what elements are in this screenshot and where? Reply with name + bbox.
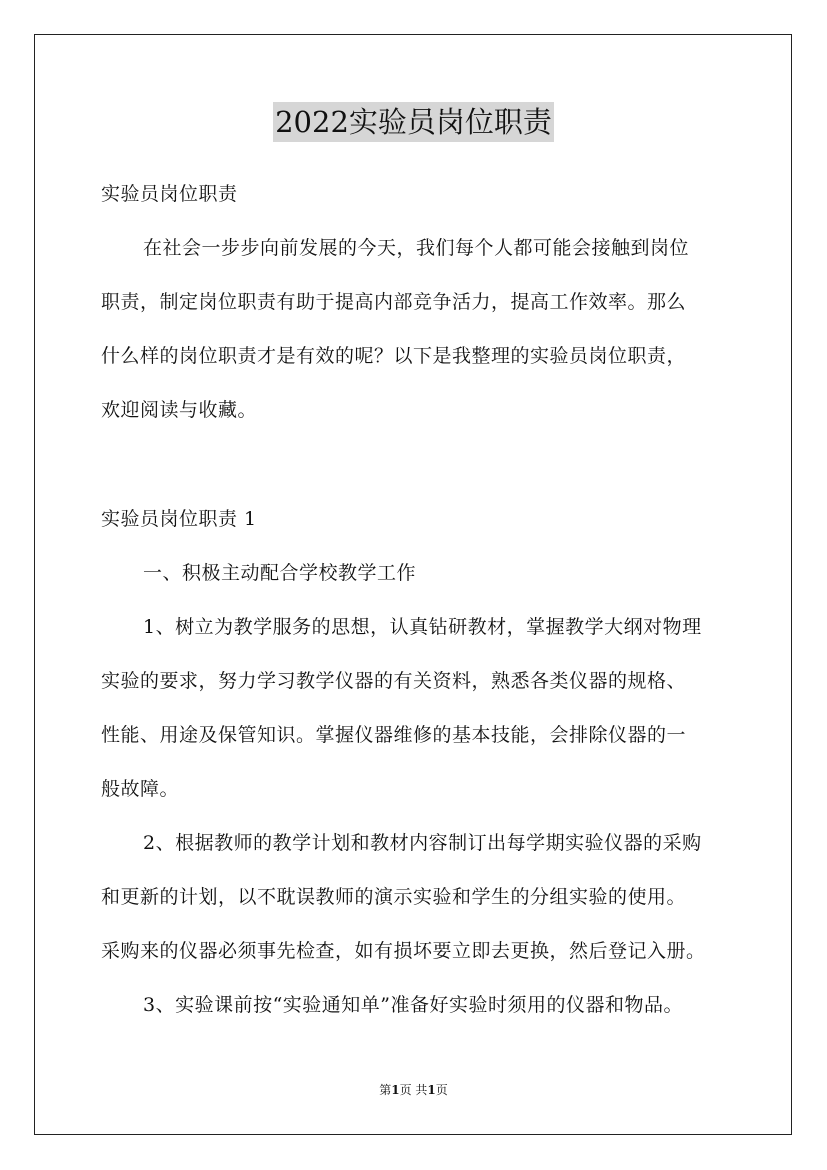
item2-line-3: 采购来的仪器必须事先检查，如有损坏要立即去更换，然后登记入册。 bbox=[101, 940, 706, 962]
item1-line-4: 般故障。 bbox=[101, 778, 180, 800]
item1-line-3: 性能、用途及保管知识。掌握仪器维修的基本技能，会排除仪器的一 bbox=[101, 724, 687, 746]
subtitle: 实验员岗位职责 bbox=[101, 183, 238, 205]
footer-page-suffix: 页 bbox=[435, 1083, 448, 1097]
document-title bbox=[0, 102, 827, 142]
intro-line-3: 什么样的岗位职责才是有效的呢？以下是我整理的实验员岗位职责， bbox=[101, 345, 687, 367]
item2-line-2: 和更新的计划，以不耽误教师的演示实验和学生的分组实验的使用。 bbox=[101, 886, 687, 908]
point-heading: 一、积极主动配合学校教学工作 bbox=[143, 562, 417, 584]
intro-line-1: 在社会一步步向前发展的今天，我们每个人都可能会接触到岗位 bbox=[143, 237, 690, 259]
page-footer bbox=[0, 1082, 827, 1098]
item3-line-1: 3、实验课前按“实验通知单”准备好实验时须用的仪器和物品。 bbox=[143, 994, 684, 1016]
footer-page-prefix: 第 bbox=[379, 1083, 392, 1097]
intro-line-2: 职责，制定岗位职责有助于提高内部竞争活力，提高工作效率。那么 bbox=[101, 291, 687, 313]
intro-line-4: 欢迎阅读与收藏。 bbox=[101, 399, 258, 421]
footer-page-total: 1 bbox=[427, 1083, 436, 1097]
item1-line-1: 1、树立为教学服务的思想，认真钻研教材，掌握教学大纲对物理 bbox=[143, 616, 702, 638]
document-title-text: 2022实验员岗位职责 bbox=[273, 102, 554, 142]
section-heading: 实验员岗位职责 1 bbox=[101, 508, 257, 530]
footer-page-current: 1 bbox=[391, 1083, 400, 1097]
item1-line-2: 实验的要求，努力学习教学仪器的有关资料，熟悉各类仪器的规格、 bbox=[101, 670, 687, 692]
item2-line-1: 2、根据教师的教学计划和教材内容制订出每学期实验仪器的采购 bbox=[143, 832, 702, 854]
footer-page-mid: 页 共 bbox=[399, 1083, 428, 1097]
